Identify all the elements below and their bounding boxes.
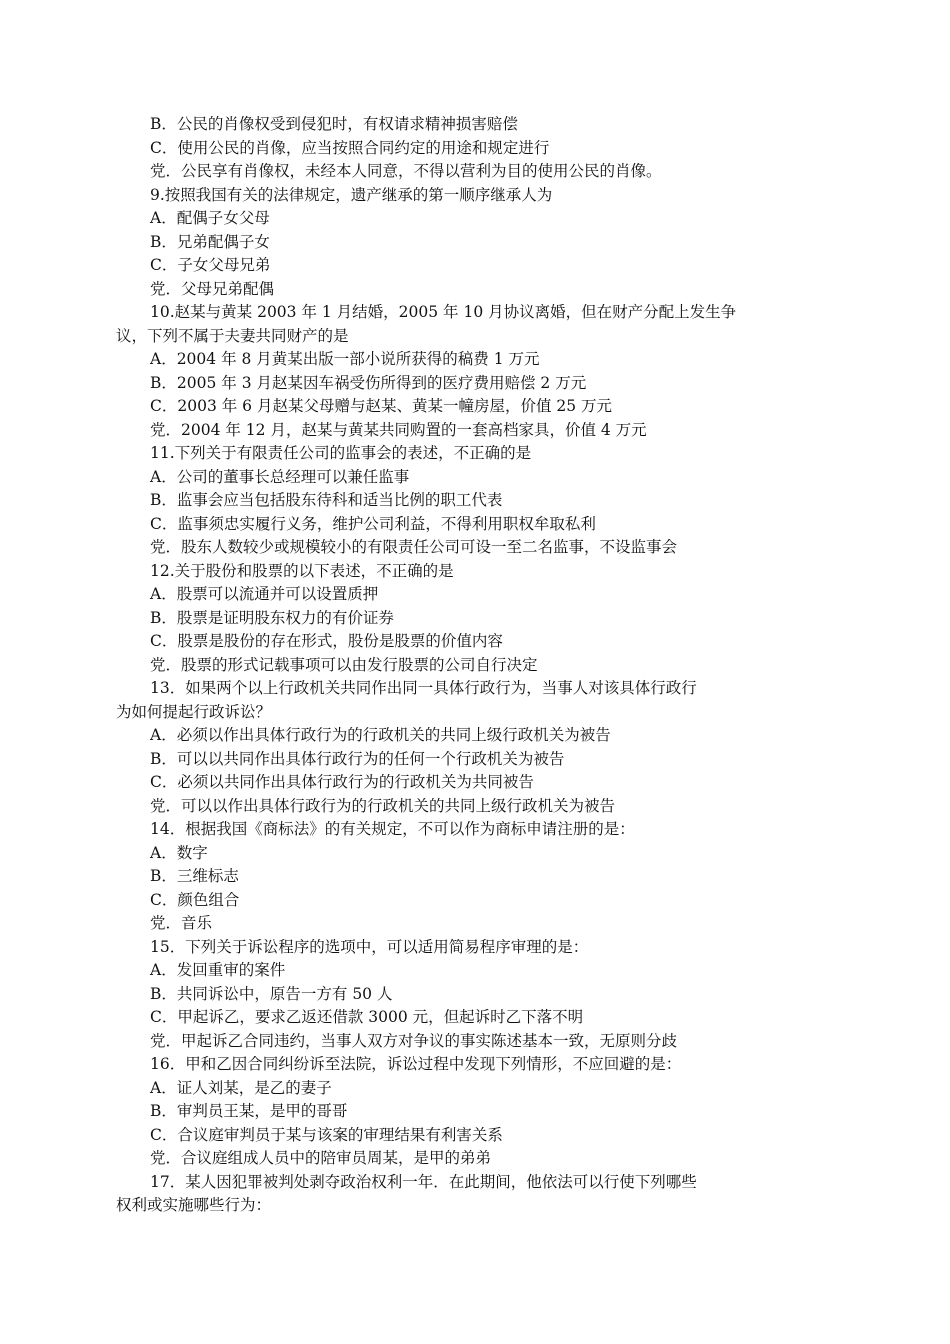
- text-line: C．甲起诉乙，要求乙返还借款 3000 元，但起诉时乙下落不明: [150, 1008, 584, 1026]
- text-line: B．可以以共同作出具体行政行为的任何一个行政机关为被告: [150, 749, 565, 768]
- text-line: 14．根据我国《商标法》的有关规定，不可以作为商标申请注册的是：: [150, 820, 635, 838]
- text-line: 议，下列不属于夫妻共同财产的是: [116, 326, 349, 345]
- text-line: C．合议庭审判员于某与该案的审理结果有利害关系: [150, 1125, 503, 1144]
- text-line: 党．父母兄弟配偶: [150, 279, 275, 298]
- text-line: 党．甲起诉乙合同违约，当事人双方对争议的事实陈述基本一致，无原则分歧: [150, 1031, 678, 1050]
- text-line: A．数字: [150, 843, 208, 862]
- text-line: 党．音乐: [150, 914, 213, 932]
- text-line: 16．甲和乙因合同纠纷诉至法院，诉讼过程中发现下列情形，不应回避的是：: [150, 1055, 682, 1073]
- text-line: 党．合议庭组成人员中的陪审员周某，是甲的弟弟: [150, 1149, 492, 1167]
- text-line: 13．如果两个以上行政机关共同作出同一具体行政行为，当事人对该具体行政行: [150, 679, 697, 697]
- text-line: 17．某人因犯罪被判处剥夺政治权利一年．在此期间，他依法可以行使下列哪些: [150, 1172, 697, 1191]
- text-line: 党．2004 年 12 月，赵某与黄某共同购置的一套高档家具，价值 4 万元: [150, 420, 647, 439]
- text-line: A．证人刘某，是乙的妻子: [150, 1078, 332, 1097]
- text-line: 11.下列关于有限责任公司的监事会的表述，不正确的是: [150, 444, 532, 462]
- text-line: A．发回重审的案件: [150, 961, 286, 979]
- text-line: 15．下列关于诉讼程序的选项中，可以适用简易程序审理的是：: [150, 937, 589, 956]
- text-line: 12.关于股份和股票的以下表述，不正确的是: [150, 561, 454, 580]
- text-line: B．审判员王某，是甲的哥哥: [150, 1102, 348, 1120]
- text-line: B．兄弟配偶子女: [150, 232, 270, 251]
- text-line: A．公司的董事长总经理可以兼任监事: [150, 467, 410, 486]
- text-line: 为如何提起行政诉讼？: [116, 702, 272, 721]
- text-line: C．监事须忠实履行义务，维护公司利益，不得利用职权牟取私利: [150, 514, 596, 533]
- text-line: A．配偶子女父母: [150, 209, 270, 227]
- text-line: A．2004 年 8 月黄某出版一部小说所获得的稿费 1 万元: [150, 350, 540, 368]
- text-line: C．颜色组合: [150, 890, 240, 909]
- text-line: C．2003 年 6 月赵某父母赠与赵某、黄某一幢房屋，价值 25 万元: [150, 397, 613, 415]
- document-body: [116, 113, 840, 1218]
- text-line: C．股票是股份的存在形式，股份是股票的价值内容: [150, 632, 503, 650]
- text-line: B．股票是证明股东权力的有价证券: [150, 608, 394, 627]
- text-line: A．必须以作出具体行政行为的行政机关的共同上级行政机关为被告: [150, 726, 611, 744]
- text-line: B．共同诉讼中，原告一方有 50 人: [150, 984, 393, 1003]
- text-line: 党．可以以作出具体行政行为的行政机关的共同上级行政机关为被告: [150, 796, 616, 815]
- text-line: A．股票可以流通并可以设置质押: [150, 585, 379, 603]
- text-line: 党．公民享有肖像权，未经本人同意，不得以营利为目的使用公民的肖像。: [150, 162, 662, 180]
- text-line: 权利或实施哪些行为：: [116, 1196, 272, 1214]
- text-line: B．2005 年 3 月赵某因车祸受伤所得到的医疗费用赔偿 2 万元: [150, 373, 587, 392]
- text-line: B．三维标志: [150, 867, 239, 885]
- text-line: C．必须以共同作出具体行政行为的行政机关为共同被告: [150, 773, 534, 791]
- text-line: C．子女父母兄弟: [150, 256, 271, 274]
- text-line: B．公民的肖像权受到侵犯时，有权请求精神损害赔偿: [150, 115, 518, 133]
- text-line: 党．股东人数较少或规模较小的有限责任公司可设一至二名监事，不设监事会: [150, 538, 678, 556]
- text-line: B．监事会应当包括股东待科和适当比例的职工代表: [150, 491, 503, 509]
- text-line: 9.按照我国有关的法律规定，遗产继承的第一顺序继承人为: [150, 185, 553, 204]
- text-line: C．使用公民的肖像，应当按照合同约定的用途和规定进行: [150, 138, 550, 157]
- text-line: 党．股票的形式记载事项可以由发行股票的公司自行决定: [150, 655, 538, 674]
- text-line: 10.赵某与黄某 2003 年 1 月结婚，2005 年 10 月协议离婚，但在财产分配上发生争: [150, 303, 737, 321]
